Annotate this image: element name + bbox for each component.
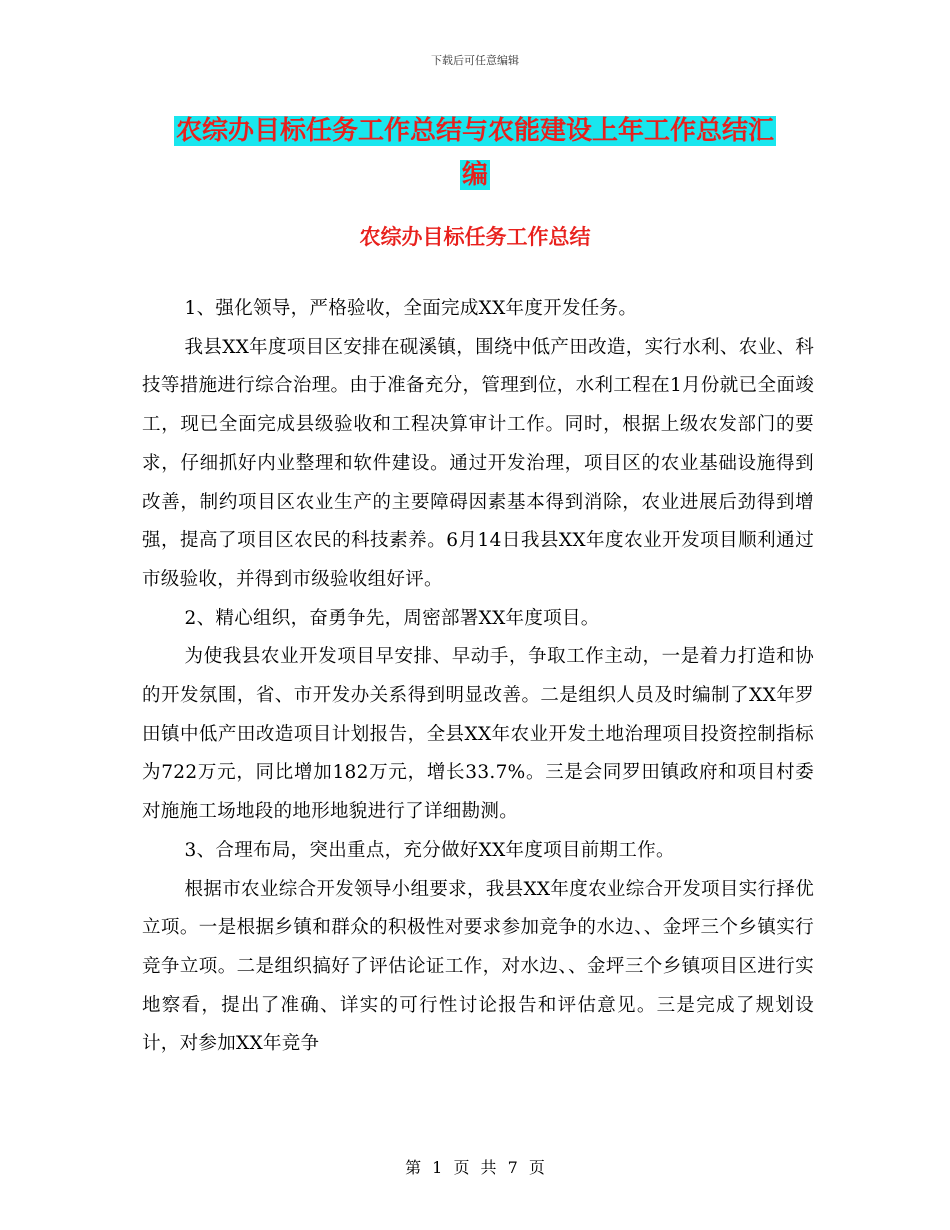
title-highlight: 农综办目标任务工作总结与农能建设上年工作总结汇 (175, 116, 774, 146)
page-footer: 第 1 页 共 7 页 (405, 1158, 545, 1177)
document-body (142, 290, 814, 1064)
document-title-line-2 (0, 155, 950, 195)
title-highlight: 编 (461, 160, 488, 190)
paragraph: 2、精心组织，奋勇争先，周密部署XX年度项目。 (184, 607, 600, 629)
paragraph: 3、合理布局，突出重点，充分做好XX年度项目前期工作。 (184, 839, 675, 861)
paragraph: 根据市农业综合开发领导小组要求，我县XX年度农业综合开发项目实行择优立项。一是根据乡镇和群众的积极性对要求参加竞争的水边、、金坪三个乡镇实行竞争立项。二是组织搞好了评估论证工作，对水边、、金坪三个乡镇项目区进行实地察看，提出了准确、详实的可行性讨论报告和评估意见。三是完成了规划设计，对参加XX年竞争 (142, 878, 814, 1055)
document-title-line-1 (0, 111, 950, 151)
header-note: 下载后可任意编辑 (431, 54, 519, 67)
paragraph: 为使我县农业开发项目早安排、早动手，争取工作主动，一是着力打造和协的开发氛围，省、市开发办关系得到明显改善。二是组织人员及时编制了XX年罗田镇中低产田改造项目计划报告，全县XX年农业开发土地治理项目投资控制指标为722万元，同比增加182万元，增长33.7%。三是会同罗田镇政府和项目村委对施施工场地段的地形地貌进行了详细勘测。 (142, 646, 814, 823)
paragraph: 1、强化领导，严格验收，全面完成XX年度开发任务。 (184, 298, 638, 319)
paragraph: 我县XX年度项目区安排在砚溪镇，围绕中低产田改造，实行水利、农业、科技等措施进行综合治理。由于准备充分，管理到位，水利工程在1月份就已全面竣工，现已全面完成县级验收和工程决算审计工作。同时，根据上级农发部门的要求，仔细抓好内业整理和软件建设。通过开发治理，项目区的农业基础设施得到改善，制约项目区农业生产的主要障碍因素基本得到消除，农业进展后劲得到增强，提高了项目区农民的科技素养。6月14日我县XX年度农业开发项目顺利通过市级验收，并得到市级验收组好评。 (142, 336, 814, 590)
section-heading: 农综办目标任务工作总结 (359, 225, 591, 249)
